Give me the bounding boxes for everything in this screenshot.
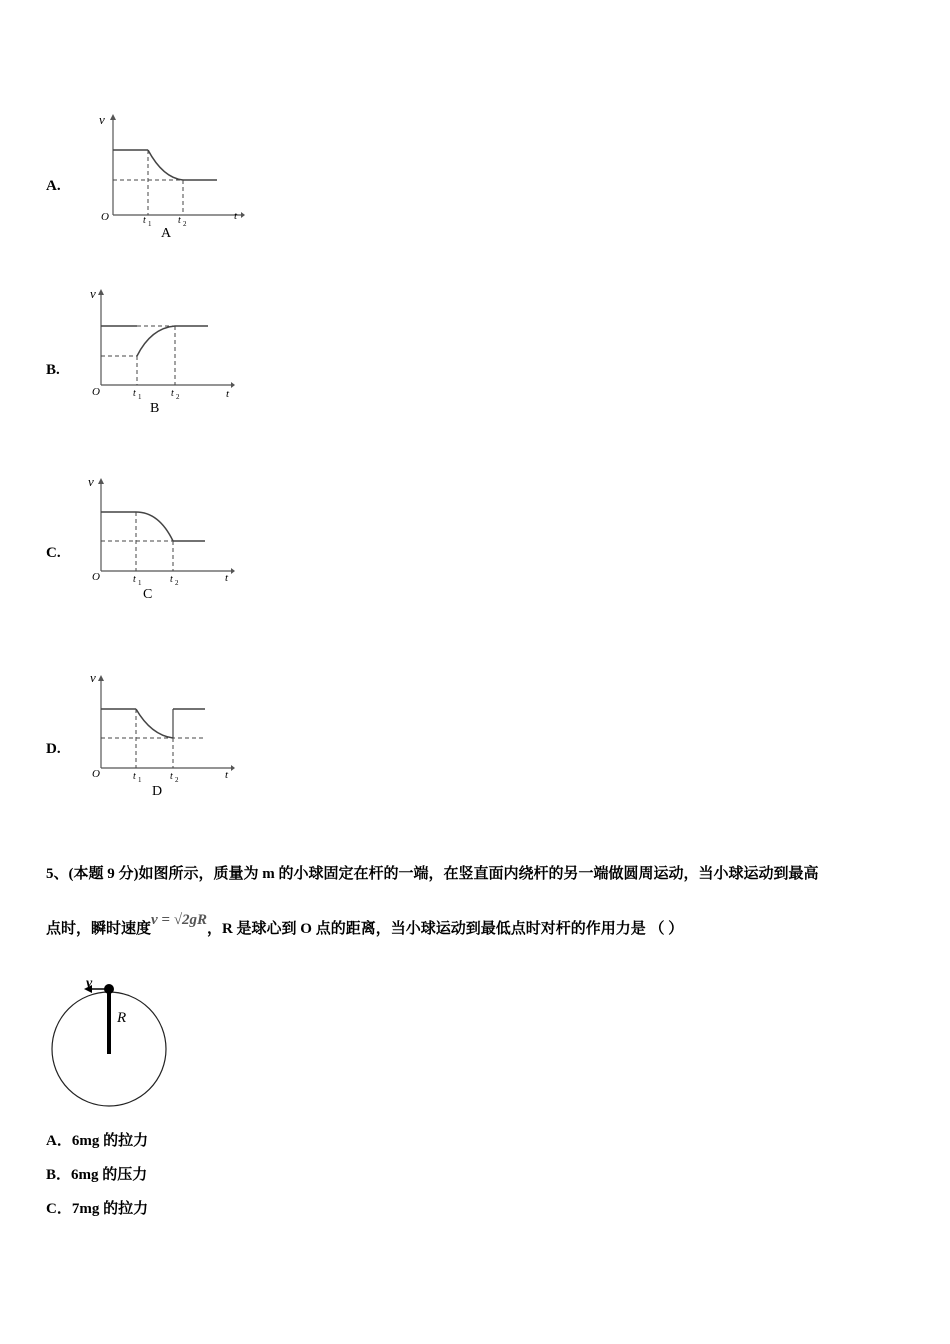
t1-label: t (133, 574, 136, 585)
vt-graph-c (85, 470, 235, 605)
axis-v-label: v (90, 670, 96, 685)
velocity-formula: v = √2gR (151, 912, 207, 928)
t1-label: t (143, 215, 146, 226)
origin-label: O (101, 211, 109, 223)
vt-graph-d (85, 667, 235, 802)
axis-t-label: t (234, 210, 238, 222)
vt-graph-b (85, 283, 235, 418)
axis-v-label: v (88, 474, 94, 489)
vt-graph-a (95, 110, 245, 245)
graph-caption: A (161, 226, 172, 241)
answer-option-a: A．6mg 的拉力 (46, 1133, 149, 1149)
origin-label: O (92, 571, 100, 583)
t2-subscript: 2 (183, 220, 187, 228)
t1-label: t (133, 388, 136, 399)
axis-t-label: t (225, 572, 229, 584)
option-d-label: D. (46, 741, 61, 757)
axis-t-label: t (225, 769, 229, 781)
t2-label: t (171, 388, 174, 399)
axis-t-label: t (226, 388, 230, 400)
radius-label: R (117, 1010, 127, 1026)
answer-option-c: C．7mg 的拉力 (46, 1201, 149, 1217)
graph-caption: D (152, 784, 163, 799)
t2-subscript: 2 (176, 393, 180, 401)
t1-subscript: 1 (138, 776, 142, 784)
question-line-2-start: 点时，瞬时速度 (46, 921, 152, 937)
axis-v-label: v (90, 286, 96, 301)
t2-label: t (170, 574, 173, 585)
graph-caption: B (150, 401, 160, 416)
velocity-label: v (86, 976, 93, 991)
t2-label: t (170, 771, 173, 782)
t1-subscript: 1 (138, 579, 142, 587)
t1-subscript: 1 (148, 220, 152, 228)
axis-v-label: v (99, 112, 105, 127)
t1-subscript: 1 (138, 393, 142, 401)
origin-label: O (92, 768, 100, 780)
question-line-1: 5、(本题 9 分)如图所示，质量为 m 的小球固定在杆的一端，在竖直面内绕杆的另一端做圆周运动，当小球运动到最高 (46, 866, 819, 882)
t2-subscript: 2 (175, 776, 179, 784)
question-line-2-end: ，R 是球心到 O 点的距离，当小球运动到最低点时对杆的作用力是 （ ） (206, 921, 684, 937)
origin-label: O (92, 386, 100, 398)
answer-option-b: B．6mg 的压力 (46, 1167, 148, 1183)
question-line-2 (46, 912, 684, 938)
t2-label: t (178, 215, 181, 226)
graph-caption: C (143, 587, 153, 602)
option-c-label: C. (46, 545, 61, 561)
t2-subscript: 2 (175, 579, 179, 587)
t1-label: t (133, 771, 136, 782)
option-a-label: A. (46, 178, 61, 194)
option-b-label: B. (46, 362, 60, 378)
circular-motion-figure (40, 975, 180, 1120)
